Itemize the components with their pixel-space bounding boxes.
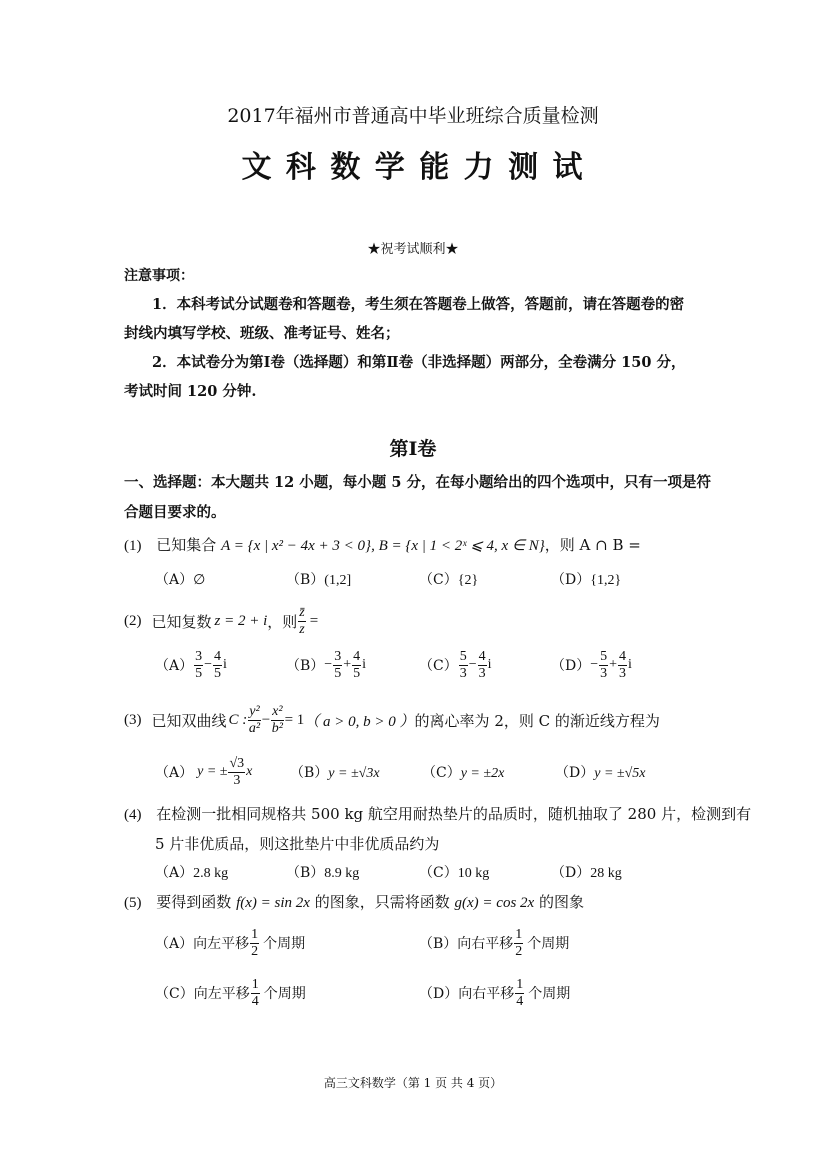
exam-subtitle: 2017年福州市普通高中毕业班综合质量检测	[227, 105, 599, 127]
option-text: 向右平移	[458, 986, 515, 1002]
question-number: (3)	[124, 711, 142, 728]
operator: −	[204, 657, 213, 672]
imaginary-part-fraction	[213, 650, 222, 681]
option-text: (1,2]	[324, 573, 352, 588]
period-fraction	[251, 978, 260, 1009]
option-text: 向右平移	[457, 936, 514, 952]
option-label: （A）	[155, 936, 194, 952]
notice-item-2-line-2: 考试时间 120 分钟.	[124, 383, 257, 400]
fraction-numerator: 1	[516, 976, 524, 992]
option-c[interactable]	[422, 762, 504, 782]
option-label: （B）	[286, 572, 325, 588]
fraction-denominator: 4	[516, 993, 524, 1009]
fraction-denominator: 5	[214, 665, 222, 681]
fraction-numerator: 5	[600, 648, 608, 664]
question-stem-text: 已知复数	[151, 612, 212, 631]
option-label: （D）	[551, 572, 591, 588]
option-c[interactable]	[419, 569, 478, 589]
option-text: 10 kg	[457, 866, 490, 881]
option-b[interactable]	[286, 862, 359, 882]
fraction-denominator: 2	[515, 943, 523, 959]
option-label: （C）	[419, 865, 458, 881]
imaginary-unit: i	[223, 657, 227, 672]
option-a[interactable]	[155, 752, 252, 792]
question-number: (2)	[124, 612, 142, 629]
operator: +	[609, 657, 618, 672]
option-a[interactable]	[155, 862, 228, 882]
option-text: x	[246, 764, 253, 779]
notice-item-2-line-1: 2．本试卷分为第Ⅰ卷（选择题）和第Ⅱ卷（非选择题）两部分，全卷满分 150 分，	[152, 354, 686, 371]
option-label: （B）	[286, 658, 325, 674]
fraction-numerator: 1	[251, 976, 259, 992]
option-text: 8.9 kg	[324, 866, 360, 881]
option-text: 28 kg	[590, 866, 622, 881]
option-c[interactable]	[419, 862, 489, 882]
imaginary-unit: i	[362, 657, 366, 672]
minus-sign: −	[261, 711, 271, 728]
operator: +	[343, 657, 352, 672]
fraction-numerator: 3	[334, 648, 342, 664]
fraction-numerator: 3	[195, 648, 203, 664]
section-instruction-line-2: 合题目要求的。	[124, 504, 226, 521]
option-d[interactable]	[419, 972, 570, 1014]
fraction-denominator: 5	[334, 665, 342, 681]
conjugate-ratio-fraction	[298, 606, 305, 637]
real-part-fraction	[459, 650, 468, 681]
option-text: y = ±√5x	[594, 766, 646, 781]
fraction-denominator: 3	[600, 665, 608, 681]
period-fraction	[515, 978, 524, 1009]
question-stem-suffix: ，则	[267, 612, 298, 631]
option-b[interactable]	[290, 762, 380, 782]
option-text: 个周期	[528, 986, 571, 1002]
option-text: {2}	[457, 573, 479, 588]
question-number: (5)	[124, 895, 142, 911]
option-label: （D）	[555, 765, 595, 781]
real-part-fraction	[333, 650, 342, 681]
sign: −	[590, 657, 599, 672]
notice-heading: 注意事项：	[124, 268, 194, 284]
option-c[interactable]	[419, 645, 492, 685]
exam-title: 文 科 数 学 能 力 测 试	[241, 150, 585, 185]
option-label: （A）	[155, 658, 194, 674]
question-stem-middle: 的图象，只需将函数	[314, 893, 450, 911]
option-a[interactable]	[155, 922, 305, 964]
set-a-expression: A = {x | x² − 4x + 3 < 0}	[221, 538, 372, 554]
question-number: (4)	[124, 807, 142, 823]
fraction-denominator: 4	[251, 993, 259, 1009]
fraction-numerator: 4	[619, 648, 627, 664]
fraction-numerator: 1	[515, 926, 523, 942]
option-c[interactable]	[155, 972, 306, 1014]
option-text: 向左平移	[193, 986, 250, 1002]
equals-sign: =	[309, 612, 319, 629]
option-text: y = ±	[197, 764, 228, 779]
option-d[interactable]	[551, 645, 632, 685]
question-number: (1)	[124, 538, 142, 554]
curve-name: C :	[228, 711, 248, 728]
sqrt3-over-3-fraction	[228, 757, 245, 788]
option-d[interactable]	[555, 762, 645, 782]
fraction-denominator: a²	[248, 720, 261, 736]
fraction-numerator: z̄	[299, 604, 305, 620]
real-part-fraction	[194, 650, 203, 681]
x-squared-over-b-squared	[271, 705, 283, 736]
option-text: 个周期	[527, 936, 570, 952]
real-part-fraction	[599, 650, 608, 681]
option-label: （A）	[155, 765, 194, 781]
sign: −	[324, 657, 333, 672]
option-label: （C）	[155, 986, 194, 1002]
section-title: 第Ⅰ卷	[389, 438, 437, 460]
option-label: （C）	[419, 658, 458, 674]
option-label: （A）	[155, 865, 194, 881]
question-stem-line-2: 5 片非优质品，则这批垫片中非优质品约为	[155, 835, 440, 853]
option-label: （D）	[551, 865, 591, 881]
function-f-expression: f(x) = sin 2x	[236, 895, 310, 911]
fraction-numerator: 1	[251, 926, 259, 942]
set-b-expression: , B = {x | 1 < 2ˣ ⩽ 4, x ∈ N}	[371, 538, 545, 554]
question-stem-text: 已知双曲线	[151, 711, 227, 730]
question-stem-text: 已知集合	[156, 536, 217, 554]
imaginary-unit: i	[487, 657, 492, 672]
option-text: 向左平移	[193, 936, 250, 952]
option-text: {1,2}	[590, 573, 622, 588]
condition: （ a > 0, b > 0 ）	[304, 713, 415, 730]
option-a[interactable]	[155, 569, 205, 589]
fraction-numerator: x²	[272, 703, 283, 719]
fraction-numerator: 5	[459, 648, 467, 664]
option-text: ∅	[193, 573, 206, 588]
option-d[interactable]	[551, 569, 621, 589]
option-label: （D）	[419, 986, 459, 1002]
option-text: 个周期	[263, 986, 306, 1002]
question-stem-suffix: 的离心率为 2，则 C 的渐近线方程为	[414, 711, 660, 730]
fraction-numerator: √3	[229, 755, 245, 771]
option-label: （A）	[155, 572, 194, 588]
imaginary-part-fraction	[478, 650, 487, 681]
fraction-numerator: y²	[249, 703, 260, 719]
question-stem-text: 要得到函数	[156, 893, 232, 911]
notice-item-1-line-1: 1．本科考试分试题卷和答题卷，考生须在答题卷上做答，答题前，请在答题卷的密	[152, 296, 685, 313]
option-b[interactable]	[419, 922, 569, 964]
question-stem-line-1: 在检测一批相同规格共 500 kg 航空用耐热垫片的品质时，随机抽取了 280 片，检测到有	[156, 805, 752, 823]
option-d[interactable]	[551, 862, 622, 882]
function-g-expression: g(x) = cos 2x	[454, 895, 535, 911]
question-stem-suffix: 的图象	[538, 893, 584, 911]
fraction-numerator: 4	[214, 648, 222, 664]
fraction-denominator: 2	[251, 943, 259, 959]
option-text: 2.8 kg	[193, 866, 229, 881]
question-stem-suffix: ，则 A ∩ B =	[544, 536, 641, 554]
fraction-denominator: 3	[478, 665, 486, 681]
option-a[interactable]	[155, 645, 227, 685]
complex-number-expression: z = 2 + i	[214, 612, 268, 629]
fraction-denominator: 5	[195, 665, 203, 681]
option-label: （C）	[419, 572, 458, 588]
page-footer: 高三文科数学（第 1 页 共 4 页）	[323, 1076, 503, 1090]
option-text: 个周期	[263, 936, 306, 952]
fraction-denominator: 3	[233, 772, 241, 788]
option-text: y = ±2x	[460, 766, 505, 781]
option-label: （C）	[422, 765, 461, 781]
option-label: （B）	[290, 765, 329, 781]
fraction-denominator: b²	[271, 720, 283, 736]
option-b[interactable]	[286, 569, 351, 589]
option-b[interactable]	[286, 645, 366, 685]
fraction-denominator: 3	[619, 665, 627, 681]
fraction-denominator: z	[299, 621, 305, 637]
option-text: y = ±√3x	[328, 766, 380, 781]
notice-item-1-line-2: 封线内填写学校、班级、准考证号、姓名；	[124, 325, 400, 342]
period-fraction	[250, 928, 259, 959]
fraction-numerator: 4	[353, 648, 361, 664]
imaginary-part-fraction	[618, 650, 627, 681]
option-label: （B）	[419, 936, 458, 952]
option-label: （B）	[286, 865, 325, 881]
operator: −	[468, 657, 477, 672]
option-label: （D）	[551, 658, 591, 674]
fraction-denominator: 3	[459, 665, 467, 681]
fraction-denominator: 5	[353, 665, 361, 681]
period-fraction	[514, 928, 523, 959]
imaginary-unit: i	[628, 657, 632, 672]
equals-one: = 1	[284, 711, 305, 728]
fraction-numerator: 4	[478, 648, 486, 664]
section-instruction-line-1: 一、选择题：本大题共 12 小题，每小题 5 分，在每小题给出的四个选项中，只有一项是符	[124, 474, 711, 491]
blessing: ★祝考试顺利★	[367, 242, 459, 257]
y-squared-over-a-squared	[248, 705, 260, 736]
imaginary-part-fraction	[352, 650, 361, 681]
